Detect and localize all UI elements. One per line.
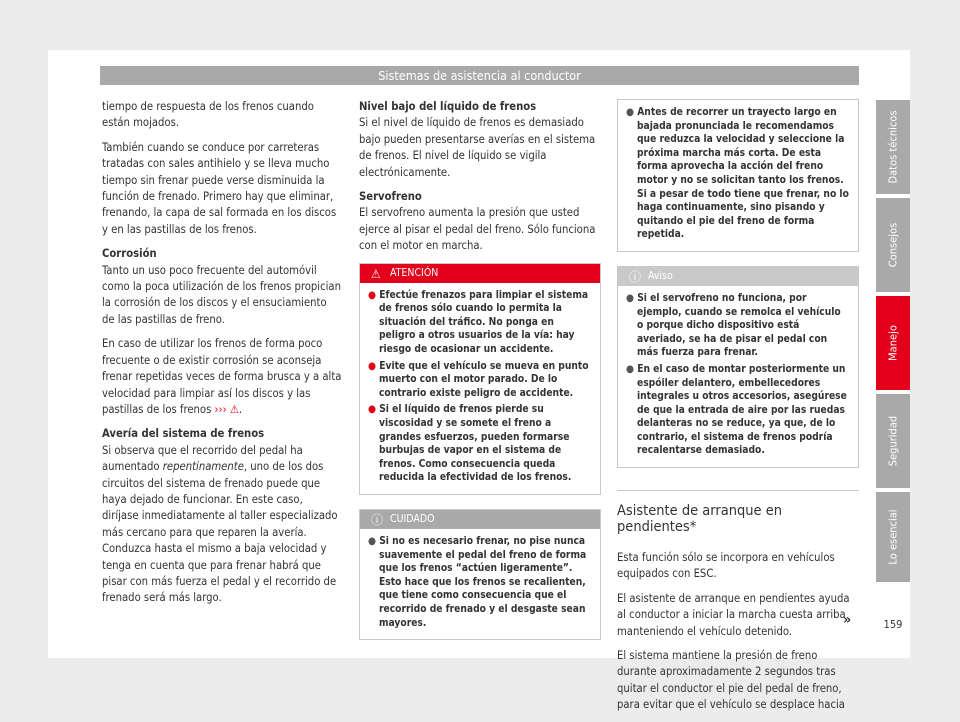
warning-triangle-icon: ⚠ (229, 402, 239, 416)
tab-manejo[interactable] (876, 296, 910, 390)
emphasis-text: repentinamente (162, 460, 244, 474)
caution-list (360, 529, 600, 639)
list-item-text: Evite que el vehículo se mueva en punto muerto con el motor parado. De lo contrario existe peligro de accidente. (379, 360, 589, 399)
page-header: Sistemas de asistencia al conductor (100, 66, 859, 85)
reference-arrows[interactable]: ››› (214, 402, 227, 416)
page-number: 159 (883, 618, 903, 631)
note-list (618, 286, 858, 467)
list-item: ● En el caso de montar posteriormente un espóiler delantero, embellecedores integrales u otros accesorios, asegúrese de que la entrada de aire por las ruedas delanteras no se reduce, ya que, de lo contrario, el sistema de frenos podría recalentarse demasiado. (626, 363, 847, 457)
paragraph: tiempo de respuesta de los frenos cuando están mojados. (102, 100, 314, 130)
warning-box (359, 263, 601, 495)
tab-label: Seguridad (886, 415, 900, 467)
list-item-text: Si el servofreno no funciona, por ejemplo, cuando se remolca el vehículo o porque dicho dispositivo está averiado, se ha de pisar el pedal con más fuerza para frenar. (637, 292, 841, 359)
section-title: Asistente de arranque en pendientes* (617, 490, 859, 536)
warning-box-header (360, 264, 600, 283)
caution-list (618, 100, 858, 251)
paragraph-text: Si observa que el recorrido del pedal ha aumentado (102, 443, 303, 474)
column-1 (102, 99, 342, 615)
warning-triangle-icon: ⚠ (371, 266, 381, 281)
caution-box-continued (617, 99, 859, 252)
heading-corrosion: Corrosión (102, 247, 157, 261)
list-item-text: Si no es necesario frenar, no pise nunca suavemente el pedal del freno de forma que los frenos “actúen ligeramente”. Esto hace que los frenos se recalienten, que tiene como consecuencia que el recorrido de frenado y el desgaste sean mayores. (379, 535, 587, 629)
tab-datos-tecnicos[interactable] (876, 100, 910, 194)
tab-lo-esencial[interactable] (876, 492, 910, 582)
list-item: ● Evite que el vehículo se mueva en punto muerto con el motor parado. De lo contrario existe peligro de accidente. (368, 360, 589, 399)
list-item: ● Si el servofreno no funciona, por ejemplo, cuando se remolca el vehículo o porque dicho dispositivo está averiado, se ha de pisar el pedal con más fuerza para frenar. (626, 292, 841, 359)
warning-title: ATENCIÓN (390, 266, 439, 279)
tab-label: Lo esencial (886, 509, 900, 565)
tab-label: Consejos (886, 222, 900, 268)
tab-seguridad[interactable] (876, 394, 910, 488)
period: . (238, 402, 243, 416)
list-item-text: En el caso de montar posteriormente un espóiler delantero, embellecedores integrales u otros accesorios, asegúrese de que la entrada de aire por las ruedas delanteras no se reduce, ya que, de lo contrario, el sistema de frenos podría recalentarse demasiado. (637, 363, 847, 457)
paragraph: El sistema mantiene la presión de freno durante aproximadamente 2 segundos tras quitar el conductor el pie del pedal de freno, para evitar que el vehículo se desplace hacia (617, 648, 845, 712)
caution-box (359, 509, 601, 640)
paragraph: Esta función sólo se incorpora en vehículos equipados con ESC. (617, 550, 835, 581)
warning-list (360, 283, 600, 494)
list-item: ● Si no es necesario frenar, no pise nunca suavemente el pedal del freno de forma que los frenos “actúen ligeramente”. Esto hace que los frenos se recalienten, que tiene como consecuencia que el recorrido de frenado y el desgaste sean mayores. (368, 535, 587, 629)
list-item-text: Antes de recorrer un trayecto largo en bajada pronunciada le recomendamos que reduzca la velocidad y seleccione la próxima marcha más corta. De esta forma aprovecha la acción del freno motor y no se solicitan tanto los frenos. Si a pesar de todo tiene que frenar, no lo haga continuamente, sino pisando y quitando el pie del freno de forma repetida. (637, 107, 849, 241)
heading-liquido: Nivel bajo del líquido de frenos (359, 100, 537, 113)
list-item: ● Efectúe frenazos para limpiar el sistema de frenos sólo cuando lo permita la situación del tráfico. No ponga en peligro a otros usuarios de la vía: hay riesgo de ocasionar un accidente. (368, 289, 589, 356)
heading-averia: Avería del sistema de frenos (102, 427, 265, 441)
note-box (617, 266, 859, 468)
column-2 (359, 99, 601, 640)
caution-box-header (360, 510, 600, 529)
list-item-text: Efectúe frenazos para limpiar el sistema de frenos sólo cuando lo permita la situación del tráfico. No ponga en peligro a otros usuarios de la vía: hay riesgo de ocasionar un accidente. (379, 289, 589, 356)
tab-label: Datos técnicos (886, 110, 900, 184)
paragraph-text: , uno de los dos circuitos del sistema de frenado puede que haya dejado de funcionar. En este caso, diríjase inmediatamente al taller especializado más cercano para que reparen la avería. Conduzca hasta el mismo a baja velocidad y tenga en cuenta que para frenar habrá que pisar con más fuerza el pedal y el recorrido de frenado será más largo. (102, 460, 338, 605)
caution-circle-icon: ⓘ (371, 512, 384, 527)
tab-consejos[interactable] (876, 198, 910, 292)
paragraph: El asistente de arranque en pendientes ayuda al conductor a iniciar la marcha cuesta arriba manteniendo el vehículo detenido. (617, 591, 850, 638)
paragraph: Si el nivel de líquido de frenos es demasiado bajo pueden presentarse averías en el sistema de frenos. El nivel de líquido se vigila electrónicamente. (359, 116, 596, 179)
paragraph-text: En caso de utilizar los frenos de forma poco frecuente o de existir corrosión se aconseja frenar repetidas veces de forma brusca y a alta velocidad para limpiar así los discos y las pastillas de los frenos (102, 337, 342, 416)
caution-title: CUIDADO (390, 512, 435, 525)
paragraph: Tanto un uso poco frecuente del automóvil como la poca utilización de los frenos propician la corrosión de los discos y el ensuciamiento de las pastillas de freno. (102, 263, 341, 326)
paragraph (102, 336, 342, 418)
note-title: Aviso (648, 269, 673, 282)
paragraph: El servofreno aumenta la presión que usted ejerce al pisar el pedal del freno. Sólo funciona con el motor en marcha. (359, 206, 596, 253)
paragraph (102, 443, 342, 607)
heading-servofreno: Servofreno (359, 190, 422, 204)
paragraph: También cuando se conduce por carreteras tratadas con sales antihielo y se lleva mucho tiempo sin frenar puede verse disminuida la función de frenado. Primero hay que eliminar, frenando, la capa de sal formada en los discos y en las pastillas de los frenos. (102, 140, 337, 236)
tab-label: Manejo (886, 325, 900, 361)
info-icon: ⓘ (629, 269, 642, 284)
column-3 (617, 99, 859, 722)
note-box-header (618, 267, 858, 286)
list-item: ● Si el líquido de frenos pierde su viscosidad y se somete el freno a grandes esfuerzos, pueden formarse burbujas de vapor en el sistema de frenos. Como consecuencia queda reducida la efectividad de los frenos. (368, 404, 572, 484)
continue-arrow-icon: » (843, 612, 852, 628)
list-item: ● Antes de recorrer un trayecto largo en bajada pronunciada le recomendamos que reduzca la velocidad y seleccione la próxima marcha más corta. De esta forma aprovecha la acción del freno motor y no se solicitan tanto los frenos. Si a pesar de todo tiene que frenar, no lo haga continuamente, sino pisando y quitando el pie del freno de forma repetida. (626, 107, 849, 241)
list-item-text: Si el líquido de frenos pierde su viscosidad y se somete el freno a grandes esfuerzos, pueden formarse burbujas de vapor en el sistema de frenos. Como consecuencia queda reducida la efectividad de los frenos. (379, 404, 572, 484)
